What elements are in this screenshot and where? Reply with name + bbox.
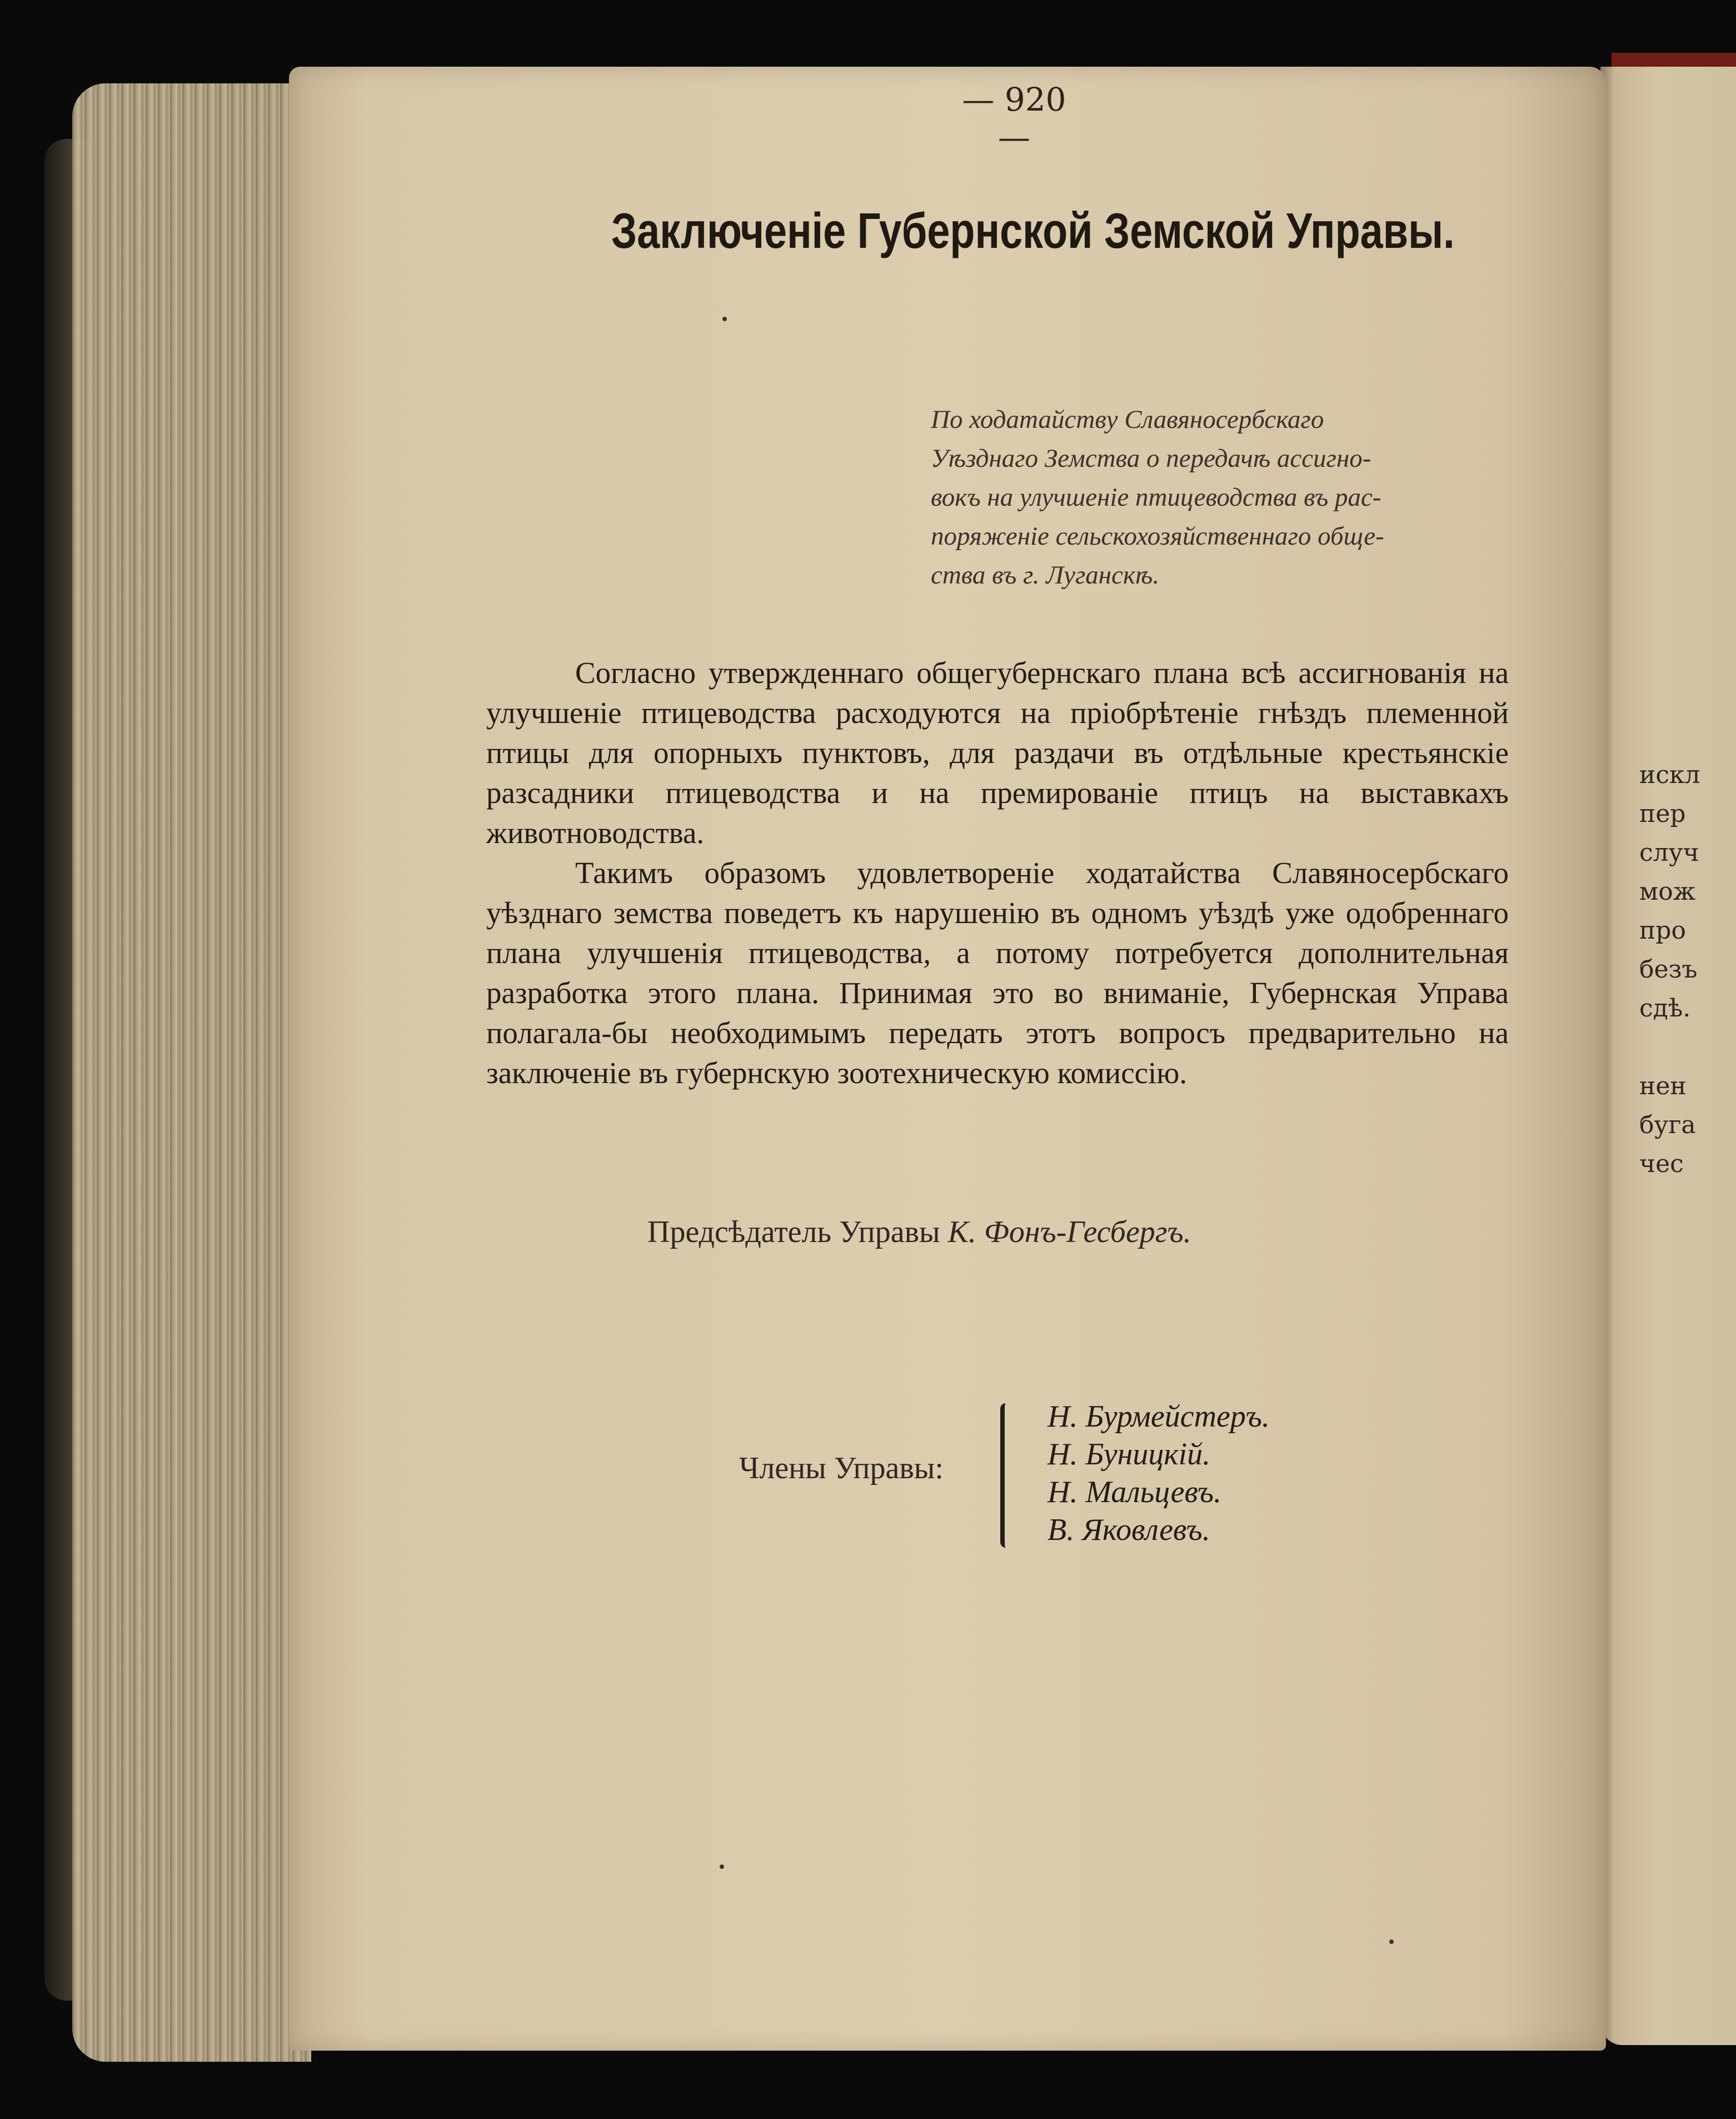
chairman-signature (647, 1214, 1481, 1250)
member-name: Н. Мальцевъ. (1047, 1475, 1222, 1509)
chairman-name: К. Фонъ-Гесбергъ. (947, 1215, 1191, 1249)
brace (1000, 1403, 1021, 1548)
member-name: Н. Буницкiй. (1047, 1437, 1211, 1472)
subject-line: вокъ на улучшенiе птицеводства въ рас- (931, 483, 1381, 512)
paragraph: Согласно утвержденнаго общегубернскаго плана всѣ ассигнованiя на улучшенiе птицеводства расходуются на прiобрѣтенiе гнѣздъ племенной птицы для опорныхъ пунктовъ, для раздачи въ отдѣльные крестьянскiе разсадники птицеводства и на премированiе птицъ на выставкахъ животноводства. (486, 656, 1509, 850)
next-page-fragment: безъ (1639, 955, 1698, 984)
next-page-fragment: про (1639, 916, 1686, 945)
subject-note (931, 400, 1475, 595)
subject-line: поряженiе сельскохозяйственнаго обще- (931, 522, 1384, 551)
subject-line: По ходатайству Славяносербскаго (931, 405, 1324, 434)
body-text (486, 653, 1509, 1093)
members-list (1047, 1398, 1270, 1549)
members-label: Члены Управы: (739, 1451, 944, 1485)
next-page-fragment: пер (1639, 800, 1686, 828)
next-page-fragment: чес (1639, 1150, 1684, 1178)
subject-line: Уѣзднаго Земства о передачѣ ассигно- (931, 444, 1371, 473)
next-page-fragment: буга (1639, 1111, 1696, 1139)
chairman-label: Предсѣдатель Управы (647, 1215, 948, 1249)
paragraph: Такимъ образомъ удовлетворенiе ходатайства Славяносербскаго уѣзднаго земства поведетъ къ нарушенiю въ одномъ уѣздѣ уже одобреннаго плана улучшенiя птицеводства, а потому потребуется дополнительная разработка этого плана. Принимая это во вниманiе, Губернская Управа полагала-бы необходимымъ передать этотъ вопросъ предварительно на заключенiе въ губернскую зоотехническую комиссiю. (486, 856, 1509, 1090)
page-title: Заключенiе Губернской Земской Управы. (611, 203, 1455, 259)
next-page (1600, 67, 1736, 2045)
paper-speck (1389, 1939, 1394, 1944)
next-page-fragment: искл (1639, 761, 1700, 789)
paper-speck (722, 317, 727, 321)
subject-line: ства въ г. Луганскѣ. (931, 561, 1160, 590)
page-number: — 920 — (962, 81, 1066, 156)
next-page-fragment: нен (1639, 1072, 1687, 1100)
next-page-fragment: случ (1639, 839, 1699, 867)
member-name: В. Яковлевъ. (1047, 1513, 1210, 1547)
next-page-fragment: мож (1639, 877, 1696, 906)
paper-speck (720, 1864, 724, 1869)
page-stack-edges (72, 83, 311, 2062)
next-page-fragment: сдѣ. (1639, 994, 1691, 1023)
member-name: Н. Бурмейстеръ. (1047, 1399, 1270, 1434)
